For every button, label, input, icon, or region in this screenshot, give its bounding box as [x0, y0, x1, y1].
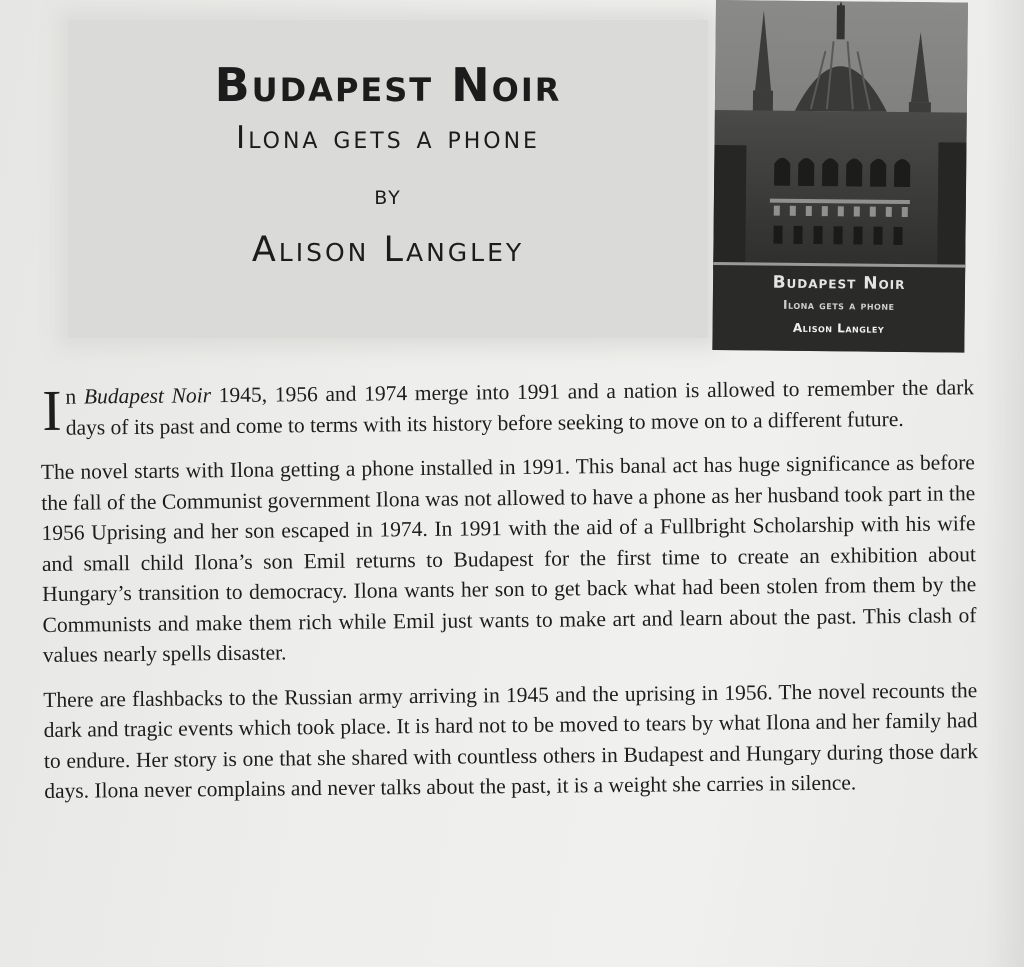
- book-title: Budapest Noir: [214, 58, 562, 112]
- review-body: [40, 372, 979, 820]
- cover-subtitle: Ilona gets a phone: [783, 297, 895, 313]
- book-subtitle: Ilona gets a phone: [236, 120, 540, 156]
- byline-by: by: [374, 180, 402, 211]
- paragraph-plot: The novel starts with Ilona getting a phone installed in 1991. This banal act has huge significance as before the fall of the Communist government Ilona was not allowed to have a phone as her husband took part in the 1956 Uprising and her son escaped in 1974. In 1991 with the aid of a Fullbright Scholarship with his wife and small child Ilona’s son Emil returns to Budapest for the first time to create an exhibition about Hungary’s transition to democracy. Ilona wants her son to get back what had been stolen from them by the Communists and make them rich while Emil just wants to make art and learn about the past. This clash of values nearly spells disaster.: [40, 450, 977, 667]
- drop-cap: I: [41, 377, 62, 443]
- intro-lead: n: [65, 384, 85, 409]
- paragraph-flashbacks: There are flashbacks to the Russian army arriving in 1945 and the uprising in 1956. The novel recounts the dark and tragic events which took place. It is hard not to be moved to tears by what Ilona and her family had to endure. Her story is one that she shared with countless others in Budapest and Hungary during those dark days. Ilona never complains and never talks about the past, it is a weight she carries in silence.: [43, 677, 979, 803]
- cover-title: Budapest Noir: [772, 272, 906, 294]
- book-cover-image: [712, 0, 968, 353]
- paragraph-intro: [40, 372, 975, 443]
- intro-rest: 1945, 1956 and 1974 merge into 1991 and a nation is allowed to remember the dark days of its past and come to terms with its history before seeking to move on to a different future.: [65, 375, 975, 440]
- intro-book-title: Budapest Noir: [83, 383, 212, 409]
- cover-author: Alison Langley: [792, 320, 885, 336]
- book-author: Alison Langley: [251, 230, 525, 270]
- title-panel: [68, 20, 708, 338]
